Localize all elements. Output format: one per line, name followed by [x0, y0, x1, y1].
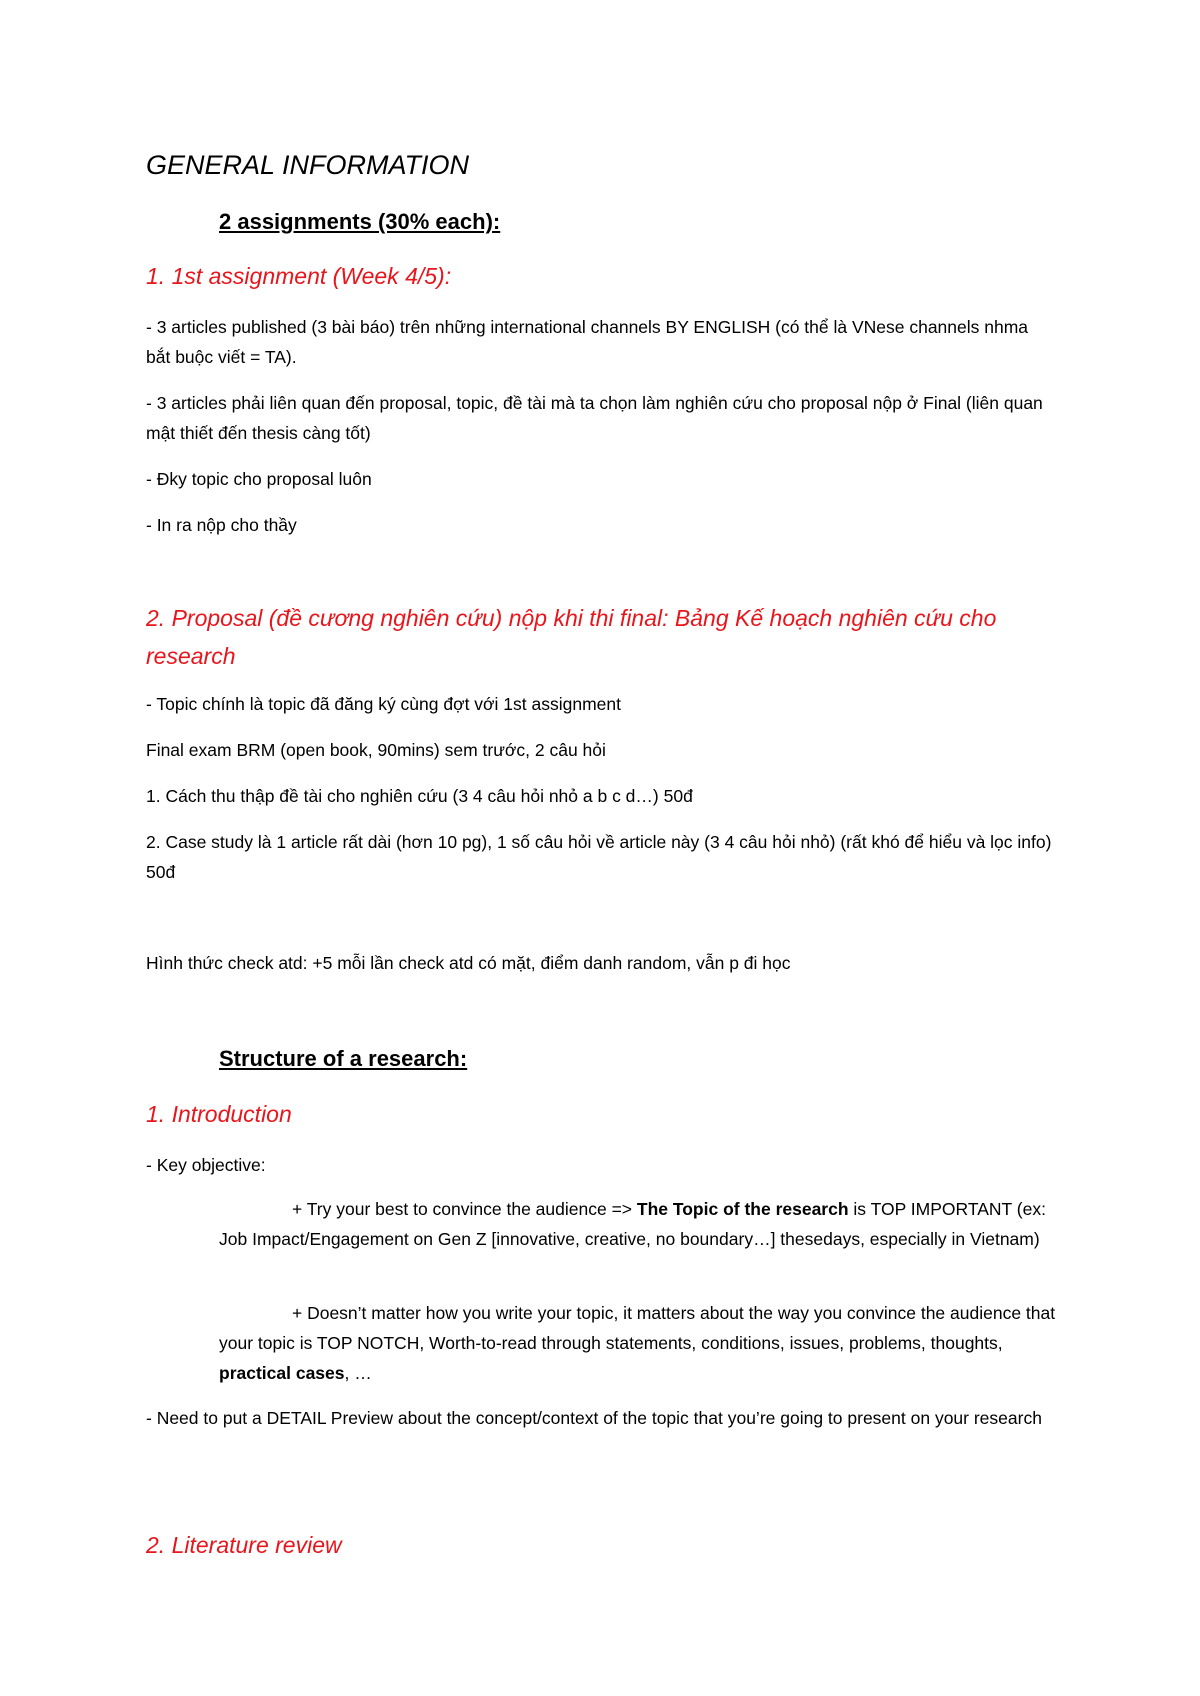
objective-point-1-emphasis: The Topic of the research: [636, 1199, 849, 1219]
attendance-note: Hình thức check atd: +5 mỗi lần check atd có mặt, điểm danh random, vẫn p đi học: [146, 953, 791, 973]
objective-point-2-emphasis: practical cases: [219, 1363, 345, 1383]
assignment-1-heading: 1. 1st assignment (Week 4/5):: [146, 263, 452, 289]
assignment-1-bullet-4: - In ra nộp cho thầy: [146, 515, 297, 535]
final-exam-question-2: 2. Case study là 1 article rất dài (hơn 10 pg), 1 số câu hỏi về article này (3 4 câu hỏi nhỏ) (rất khó để hiểu và lọc info) 50đ: [146, 832, 1052, 882]
final-exam-question-1: 1. Cách thu thập đề tài cho nghiên cứu (3 4 câu hỏi nhỏ a b c d…) 50đ: [146, 786, 693, 806]
assignment-1-bullet-1: - 3 articles published (3 bài báo) trên những international channels BY ENGLISH (có thể là VNese channels nhma bắt buộc viết = TA).: [146, 317, 1029, 367]
objective-point-1-c: is TOP IMPORTANT (ex: Job Impact/Engagement on Gen Z [innovative, creative, no boundary…] thesedays, especially in Vietnam): [219, 1199, 1046, 1249]
assignments-heading: 2 assignments (30% each):: [219, 209, 501, 234]
detail-preview-note: - Need to put a DETAIL Preview about the concept/context of the topic that you’re going to present on your research: [146, 1408, 1042, 1428]
introduction-heading: 1. Introduction: [146, 1101, 292, 1127]
assignment-1-bullet-3: - Đky topic cho proposal luôn: [146, 469, 372, 489]
objective-point-2-a: + Doesn’t matter how you write your topic, it matters about the way you convince the audience that your topic is TOP NOTCH, Worth-to-read through statements, conditions, issues, problems, thoughts,: [219, 1303, 1056, 1353]
key-objective: - Key objective:: [146, 1155, 266, 1175]
objective-point-1: [219, 1194, 1059, 1254]
proposal-bullet-1: - Topic chính là topic đã đăng ký cùng đợt với 1st assignment: [146, 694, 621, 714]
proposal-heading: 2. Proposal (đề cương nghiên cứu) nộp khi thi final: Bảng Kế hoạch nghiên cứu cho research: [146, 605, 997, 669]
assignment-1-bullet-2: - 3 articles phải liên quan đến proposal, topic, đề tài mà ta chọn làm nghiên cứu cho proposal nộp ở Final (liên quan mật thiết đến thesis càng tốt): [146, 393, 1043, 443]
literature-review-heading: 2. Literature review: [146, 1532, 342, 1558]
objective-point-2: [219, 1298, 1059, 1388]
objective-point-2-c: , …: [344, 1363, 372, 1383]
objective-point-1-a: + Try your best to convince the audience =>: [292, 1199, 637, 1219]
page-title: GENERAL INFORMATION: [146, 150, 470, 180]
final-exam-info: Final exam BRM (open book, 90mins) sem trước, 2 câu hỏi: [146, 740, 606, 760]
structure-heading: Structure of a research:: [219, 1046, 468, 1071]
